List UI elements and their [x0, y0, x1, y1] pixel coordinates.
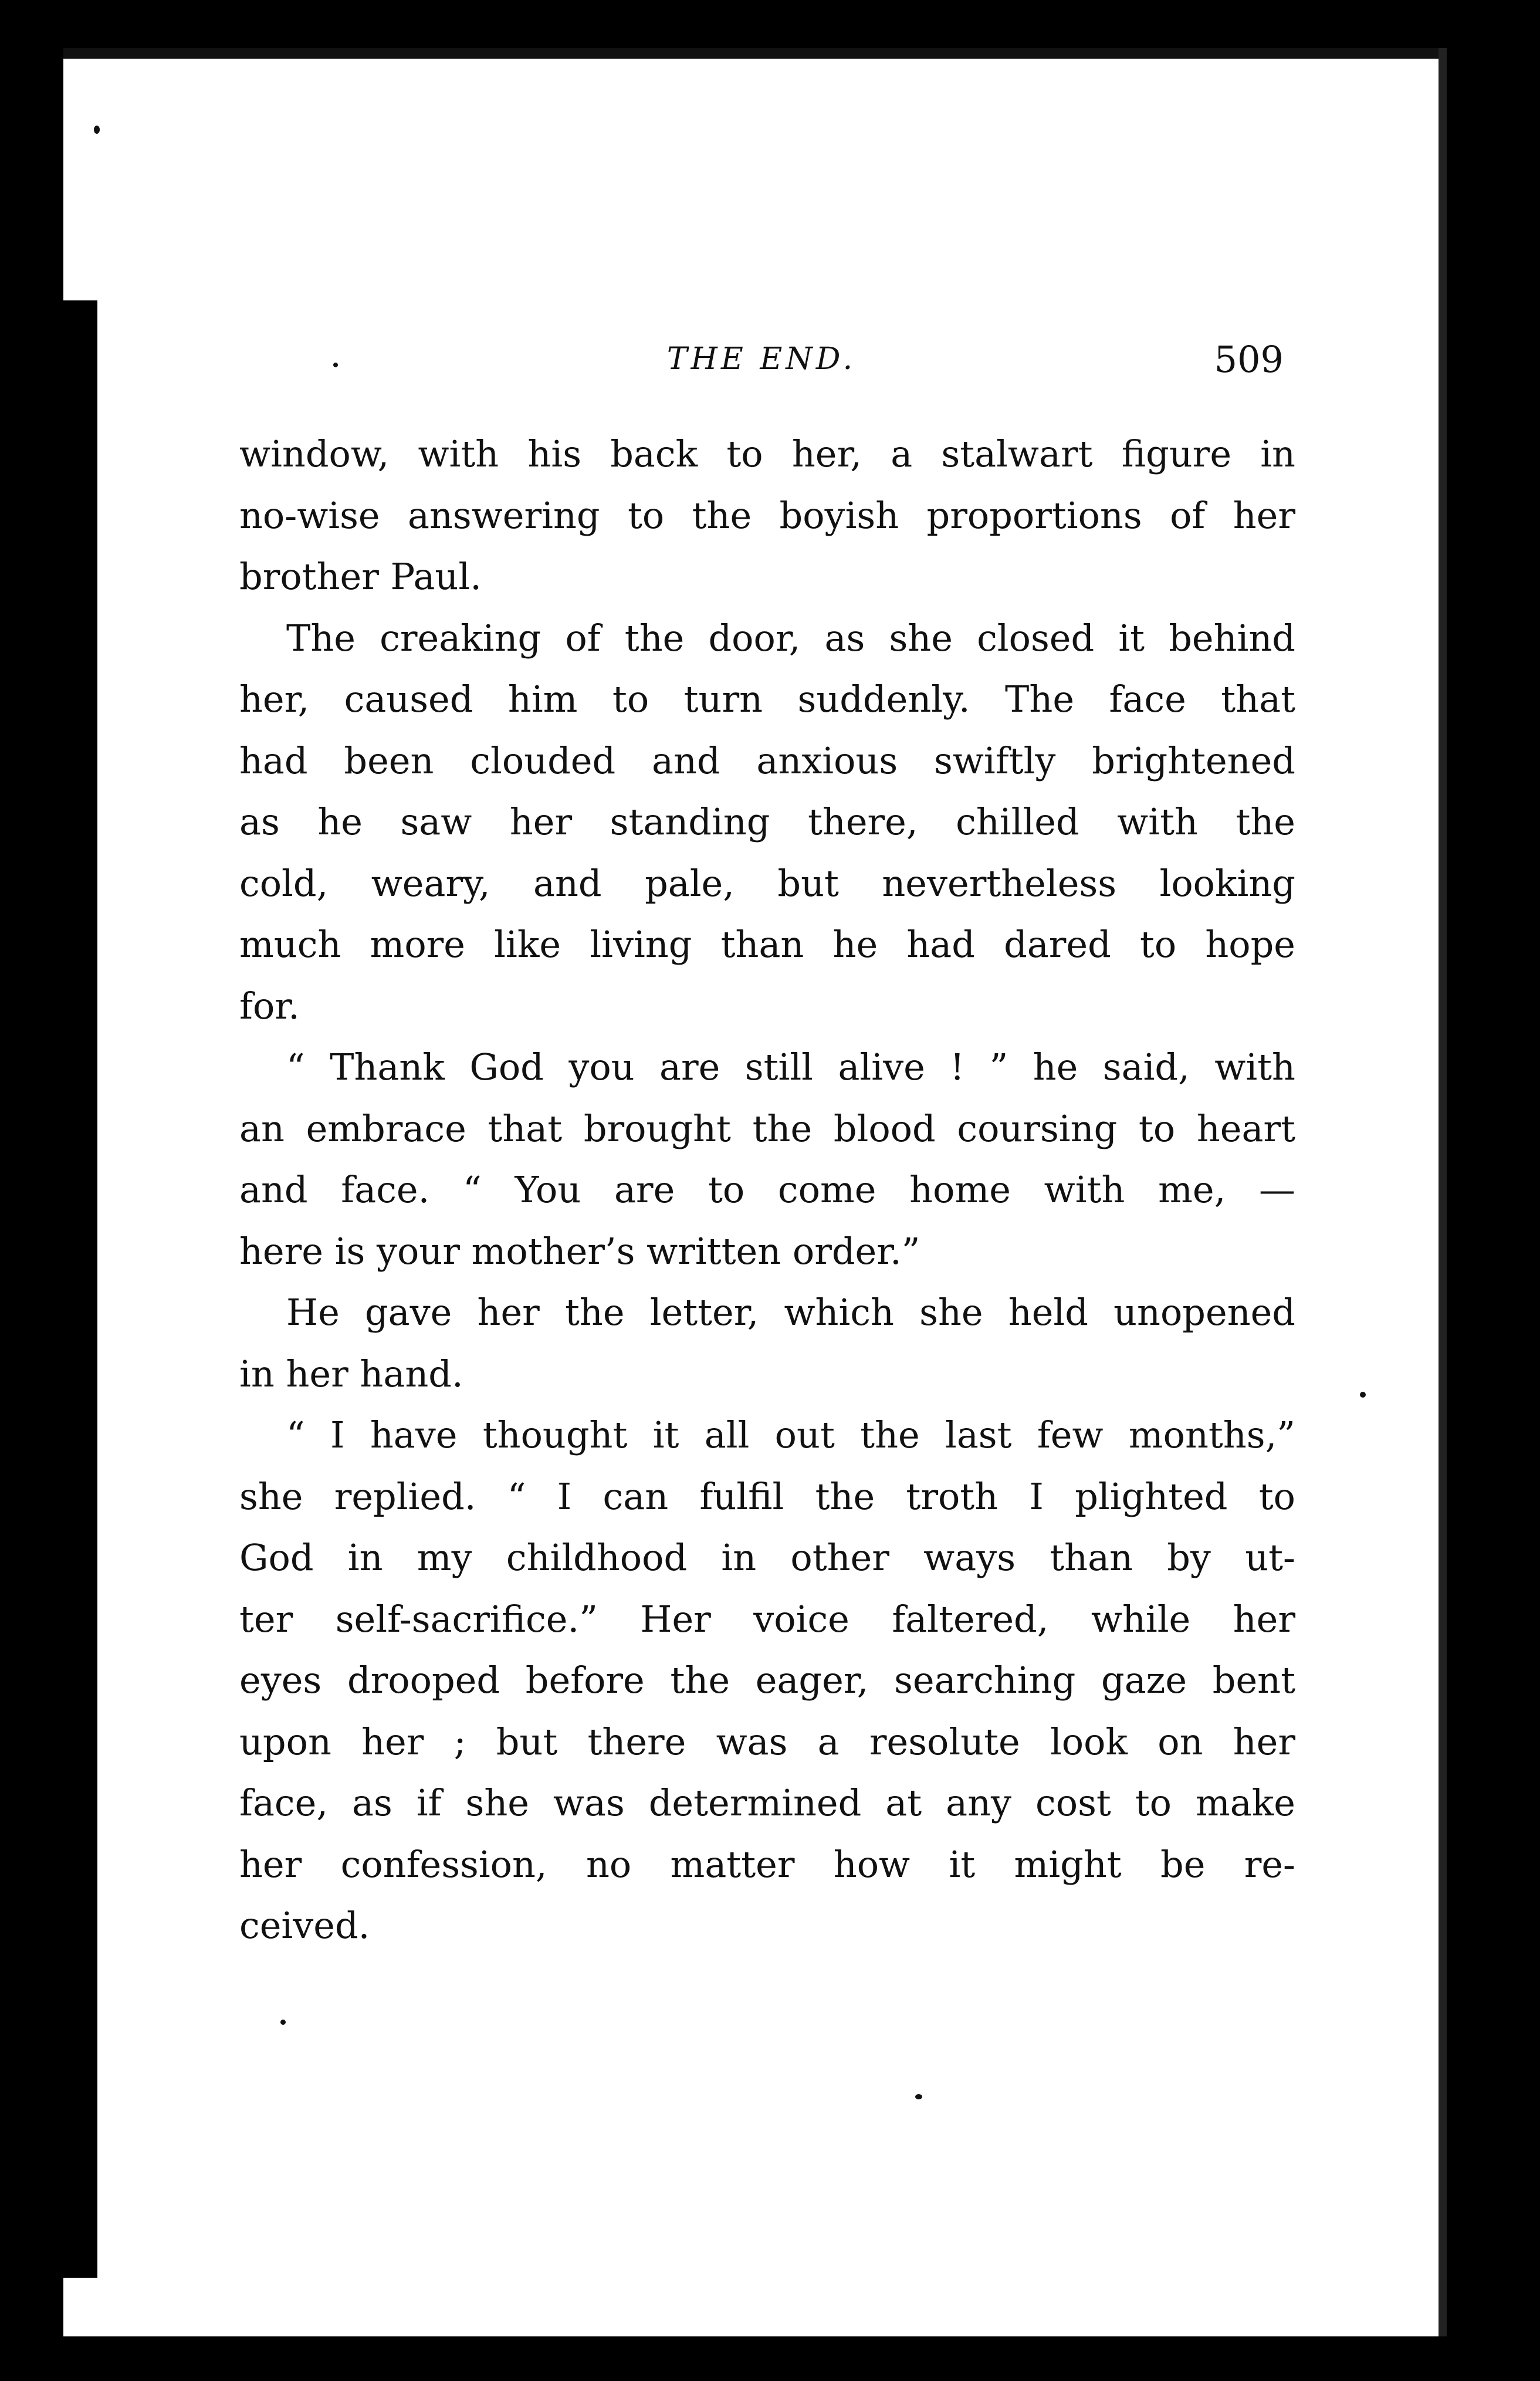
- text-line: an embrace that brought the blood coursing to heart: [239, 1107, 1295, 1150]
- text-line: “ Thank God you are still alive ! ” he said, with: [286, 1046, 1295, 1088]
- scan-top-edge: [63, 48, 1447, 59]
- text-line: her, caused him to turn suddenly. The face that: [239, 678, 1295, 721]
- text-line: He gave her the letter, which she held unopened: [286, 1291, 1295, 1334]
- scan-speck: [1360, 1392, 1366, 1398]
- scan-speck: [280, 2020, 286, 2025]
- text-line: and face. “ You are to come home with me, —: [239, 1168, 1295, 1211]
- scan-speck: [94, 126, 100, 134]
- text-line: eyes drooped before the eager, searching gaze bent: [239, 1659, 1295, 1702]
- text-line: here is your mother’s written order.”: [239, 1229, 920, 1273]
- body-text: [239, 424, 1295, 1957]
- text-line: ceived.: [239, 1904, 370, 1947]
- text-line: God in my childhood in other ways than by ut-: [239, 1536, 1295, 1579]
- page-number: 509: [1214, 338, 1284, 381]
- book-page: [63, 48, 1447, 2336]
- text-line: brother Paul.: [239, 555, 482, 598]
- text-line: as he saw her standing there, chilled with the: [239, 800, 1295, 843]
- scan-right-edge: [1439, 48, 1447, 2336]
- text-line: had been clouded and anxious swiftly brightened: [239, 739, 1295, 782]
- scan-speck: [333, 363, 338, 367]
- text-line: ter self-sacrifice.” Her voice faltered, while her: [239, 1597, 1295, 1641]
- text-line: “ I have thought it all out the last few months,”: [286, 1413, 1295, 1456]
- text-line: she replied. “ I can fulfil the troth I plighted to: [239, 1474, 1295, 1518]
- text-line: cold, weary, and pale, but nevertheless looking: [239, 861, 1295, 905]
- text-line: upon her ; but there was a resolute look on her: [239, 1720, 1295, 1763]
- text-line: The creaking of the door, as she closed it behind: [286, 616, 1295, 659]
- text-line: face, as if she was determined at any cost to make: [239, 1781, 1295, 1824]
- scan-speck: [915, 2094, 922, 2099]
- text-line: in her hand.: [239, 1352, 463, 1395]
- text-line: her confession, no matter how it might be re-: [239, 1842, 1295, 1886]
- text-line: much more like living than he had dared to hope: [239, 923, 1295, 966]
- text-line: for.: [239, 984, 300, 1027]
- page-header: [239, 324, 1284, 394]
- scan-spine-shadow: [63, 300, 97, 2278]
- text-line: no-wise answering to the boyish proportions of her: [239, 493, 1295, 537]
- running-head: THE END.: [666, 341, 857, 377]
- text-line: window, with his back to her, a stalwart figure in: [239, 432, 1295, 475]
